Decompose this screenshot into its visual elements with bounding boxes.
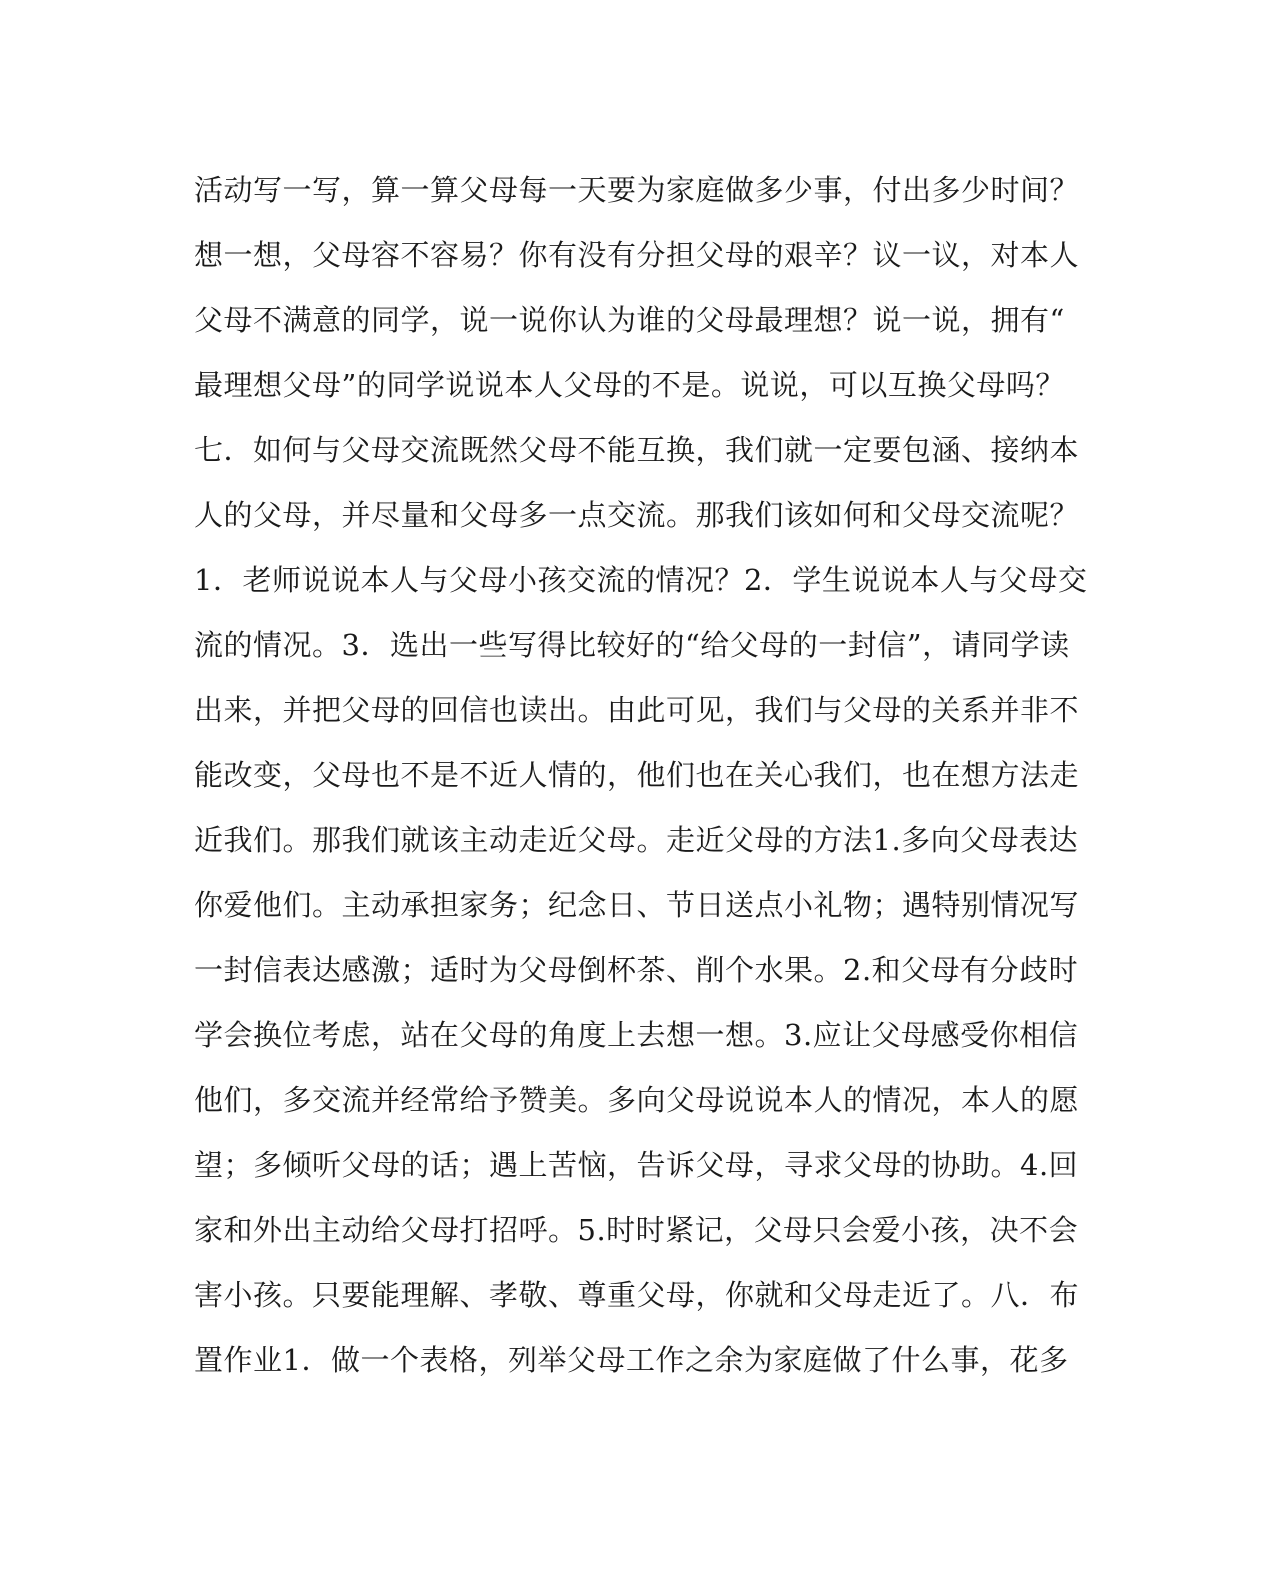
text-line-14: 学会换位考虑，站在父母的角度上去想一想。3.应让父母感受你相信 xyxy=(194,1018,1079,1052)
text-line-3: 父母不满意的同学，说一说你认为谁的父母最理想？说一说，拥有“ xyxy=(194,303,1065,337)
text-line-9: 出来，并把父母的回信也读出。由此可见，我们与父母的关系并非不 xyxy=(194,693,1080,727)
text-line-2: 想一想，父母容不容易？你有没有分担父母的艰辛？议一议，对本人 xyxy=(194,238,1080,272)
text-line-5: 七．如何与父母交流既然父母不能互换，我们就一定要包涵、接纳本 xyxy=(194,433,1080,467)
text-line-6: 人的父母，并尽量和父母多一点交流。那我们该如何和父母交流呢？ xyxy=(194,498,1080,532)
text-line-10: 能改变，父母也不是不近人情的，他们也在关心我们，也在想方法走 xyxy=(194,758,1080,792)
text-line-15: 他们，多交流并经常给予赞美。多向父母说说本人的情况，本人的愿 xyxy=(194,1083,1080,1117)
text-line-19: 置作业1．做一个表格，列举父母工作之余为家庭做了什么事，花多 xyxy=(194,1343,1069,1377)
text-line-12: 你爱他们。主动承担家务；纪念日、节日送点小礼物；遇特别情况写 xyxy=(194,888,1080,922)
text-line-16: 望；多倾听父母的话；遇上苦恼，告诉父母，寻求父母的协助。4.回 xyxy=(194,1148,1079,1182)
text-line-18: 害小孩。只要能理解、孝敬、尊重父母，你就和父母走近了。八．布 xyxy=(194,1278,1080,1312)
text-line-7: 1．老师说说本人与父母小孩交流的情况？2．学生说说本人与父母交 xyxy=(194,563,1088,597)
text-line-17: 家和外出主动给父母打招呼。5.时时紧记，父母只会爱小孩，决不会 xyxy=(194,1213,1079,1247)
body-text xyxy=(194,158,1088,1393)
text-line-1: 活动写一写，算一算父母每一天要为家庭做多少事，付出多少时间？ xyxy=(194,173,1080,207)
text-line-13: 一封信表达感激；适时为父母倒杯茶、削个水果。2.和父母有分歧时 xyxy=(194,953,1079,987)
text-line-8: 流的情况。3．选出一些写得比较好的“给父母的一封信”，请同学读 xyxy=(194,628,1070,662)
text-line-11: 近我们。那我们就该主动走近父母。走近父母的方法1.多向父母表达 xyxy=(194,823,1079,857)
text-line-4: 最理想父母”的同学说说本人父母的不是。说说，可以互换父母吗？ xyxy=(194,368,1065,402)
